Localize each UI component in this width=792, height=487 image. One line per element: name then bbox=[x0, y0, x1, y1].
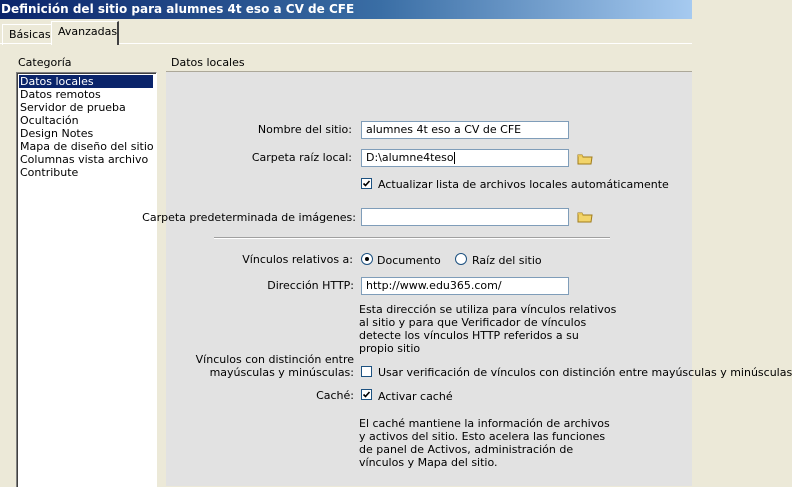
category-item-datos-locales[interactable]: Datos locales bbox=[19, 75, 153, 88]
section-title: Datos locales bbox=[171, 56, 245, 69]
auto-refresh-label: Actualizar lista de archivos locales automáticamente bbox=[378, 178, 669, 191]
cache-help-line-3: de panel de Activos, administración de bbox=[359, 443, 574, 456]
http-help-line-1: Esta dirección se utiliza para vínculos relativos bbox=[359, 303, 617, 316]
case-label-line-2: mayúsculas y minúsculas: bbox=[209, 366, 354, 379]
category-list[interactable] bbox=[16, 72, 157, 487]
text-cursor bbox=[454, 152, 455, 164]
tab-bar bbox=[0, 19, 692, 44]
radio-document-label: Documento bbox=[377, 254, 441, 267]
cache-help-line-4: vínculos y Mapa del sitio. bbox=[359, 456, 498, 469]
http-help-line-2: al sitio y para que Verificador de vínculos bbox=[359, 316, 587, 329]
images-folder-input[interactable] bbox=[361, 208, 569, 226]
auto-refresh-checkbox[interactable] bbox=[361, 178, 372, 189]
case-sensitive-label: Usar verificación de vínculos con distinción entre mayúsculas y minúsculas bbox=[378, 366, 792, 379]
checkmark-icon bbox=[362, 390, 371, 399]
category-item-design-notes[interactable]: Design Notes bbox=[20, 127, 94, 140]
window-title: Definición del sitio para alumnes 4t eso a CV de CFE bbox=[1, 2, 355, 16]
window-title-bar[interactable] bbox=[0, 0, 692, 19]
radio-document[interactable] bbox=[361, 253, 373, 265]
case-sensitive-checkbox[interactable] bbox=[361, 366, 372, 377]
http-address-input[interactable]: http://www.edu365.com/ bbox=[361, 277, 569, 295]
folder-icon[interactable] bbox=[577, 210, 593, 223]
radio-site-root-label: Raíz del sitio bbox=[472, 254, 542, 267]
category-label: Categoría bbox=[18, 56, 72, 69]
category-item-mapa-diseno[interactable]: Mapa de diseño del sitio bbox=[20, 140, 154, 153]
root-folder-label: Carpeta raíz local: bbox=[251, 151, 352, 164]
tab-avanzadas[interactable]: Avanzadas bbox=[51, 21, 119, 45]
cache-help-line-2: y activos del sitio. Esto acelera las funciones bbox=[359, 430, 606, 443]
tab-basicas[interactable]: Básicas bbox=[2, 24, 56, 45]
category-item-ocultacion[interactable]: Ocultación bbox=[20, 114, 79, 127]
http-help-line-3: detecte los vínculos HTTP referidos a su bbox=[359, 329, 579, 342]
category-item-columnas-vista[interactable]: Columnas vista archivo bbox=[20, 153, 149, 166]
checkmark-icon bbox=[362, 179, 371, 188]
separator bbox=[214, 237, 610, 239]
images-folder-label: Carpeta predeterminada de imágenes: bbox=[142, 211, 356, 224]
cache-label: Caché: bbox=[316, 389, 354, 402]
links-relative-label: Vínculos relativos a: bbox=[242, 253, 353, 266]
category-item-servidor-prueba[interactable]: Servidor de prueba bbox=[20, 101, 126, 114]
site-name-input[interactable]: alumnes 4t eso a CV de CFE bbox=[361, 121, 569, 139]
radio-site-root[interactable] bbox=[455, 253, 467, 265]
category-item-datos-remotos[interactable]: Datos remotos bbox=[20, 88, 101, 101]
http-address-label: Dirección HTTP: bbox=[267, 279, 354, 292]
http-help-line-4: propio sitio bbox=[359, 342, 421, 355]
site-name-label: Nombre del sitio: bbox=[257, 123, 352, 136]
cache-check-label: Activar caché bbox=[378, 390, 453, 403]
root-folder-input[interactable] bbox=[361, 149, 569, 167]
folder-icon[interactable] bbox=[577, 152, 593, 165]
case-label-line-1: Vínculos con distinción entre bbox=[195, 353, 354, 366]
root-folder-value: D:\alumne4teso bbox=[366, 151, 454, 164]
category-item-contribute[interactable]: Contribute bbox=[20, 166, 79, 179]
cache-help-line-1: El caché mantiene la información de archivos bbox=[359, 417, 610, 430]
cache-checkbox[interactable] bbox=[361, 389, 372, 400]
